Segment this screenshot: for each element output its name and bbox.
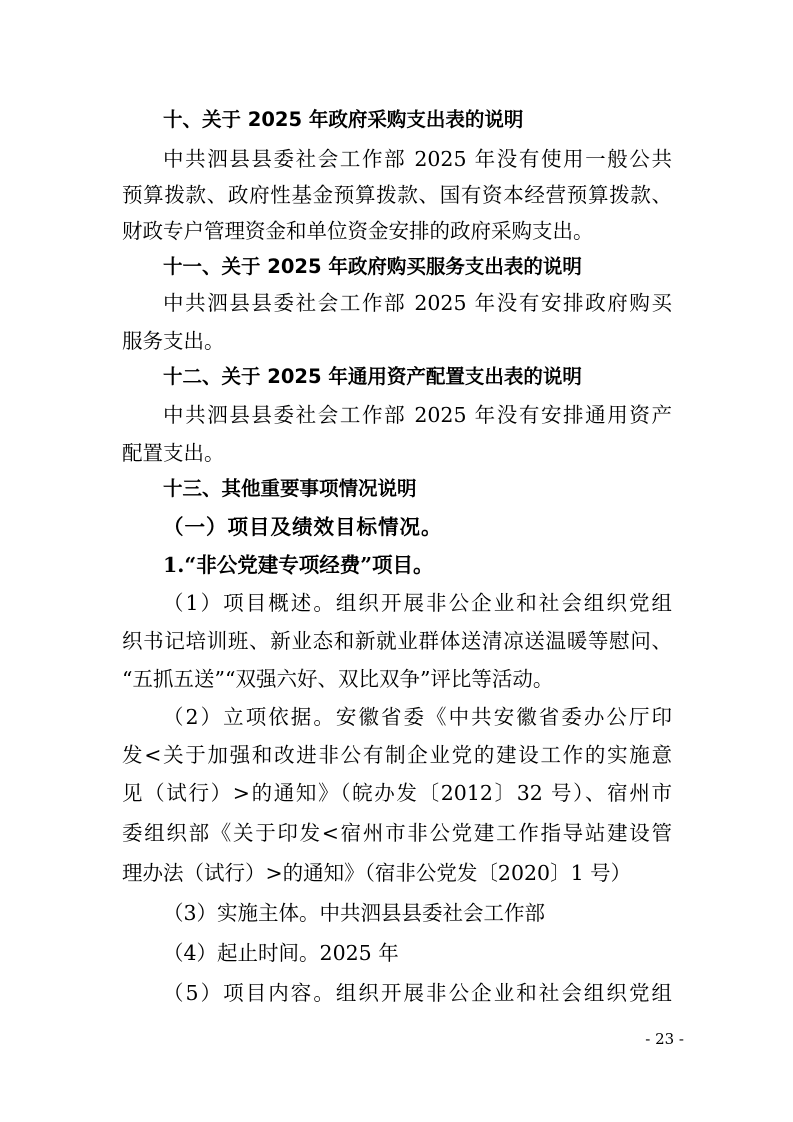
paragraph-line: 见（试行）>的通知》（皖办发〔2012〕32 号）、宿州市 <box>122 781 672 805</box>
paragraph-line: （1）项目概述。组织开展非公企业和社会组织党组 <box>163 591 672 615</box>
paragraph-line: 中共泗县县委社会工作部 2025 年没有使用一般公共 <box>163 147 672 171</box>
paragraph-line: （4）起止时间。2025 年 <box>163 941 399 965</box>
heading-government-procurement: 十、关于 2025 年政府采购支出表的说明 <box>163 108 524 131</box>
paragraph-line: 委组织部《关于印发<宿州市非公党建工作指导站建设管 <box>122 821 672 845</box>
paragraph-line: （5）项目内容。组织开展非公企业和社会组织党组 <box>163 981 672 1005</box>
paragraph-line: 理办法（试行）>的通知》（宿非公党发〔2020〕1 号） <box>122 861 632 885</box>
paragraph-line: 财政专户管理资金和单位资金安排的政府采购支出。 <box>122 219 594 243</box>
paragraph-line: 配置支出。 <box>122 441 225 465</box>
paragraph-line: 预算拨款、政府性基金预算拨款、国有资本经营预算拨款、 <box>122 183 672 207</box>
paragraph-line: 织书记培训班、新业态和新就业群体送清凉送温暖等慰问、 <box>122 629 672 653</box>
heading-government-purchase-services: 十一、关于 2025 年政府购买服务支出表的说明 <box>163 255 582 278</box>
heading-general-assets: 十二、关于 2025 年通用资产配置支出表的说明 <box>163 365 582 388</box>
paragraph-line: （3）实施主体。中共泗县县委社会工作部 <box>163 901 546 925</box>
page-number: - 23 - <box>645 1030 684 1048</box>
subheading-project-title: 1.“非公党建专项经费”项目。 <box>163 553 434 577</box>
paragraph-line: “五抓五送”“双强六好、双比双争”评比等活动。 <box>122 667 554 691</box>
heading-other-matters: 十三、其他重要事项情况说明 <box>163 477 417 500</box>
paragraph-line: 中共泗县县委社会工作部 2025 年没有安排政府购买 <box>163 291 672 315</box>
subheading-project-goals: （一）项目及绩效目标情况。 <box>163 515 443 539</box>
paragraph-line: （2）立项依据。安徽省委《中共安徽省委办公厅印 <box>163 705 672 729</box>
paragraph-line: 发<关于加强和改进非公有制企业党的建设工作的实施意 <box>122 743 672 767</box>
paragraph-line: 中共泗县县委社会工作部 2025 年没有安排通用资产 <box>163 403 672 427</box>
paragraph-line: 服务支出。 <box>122 329 225 353</box>
